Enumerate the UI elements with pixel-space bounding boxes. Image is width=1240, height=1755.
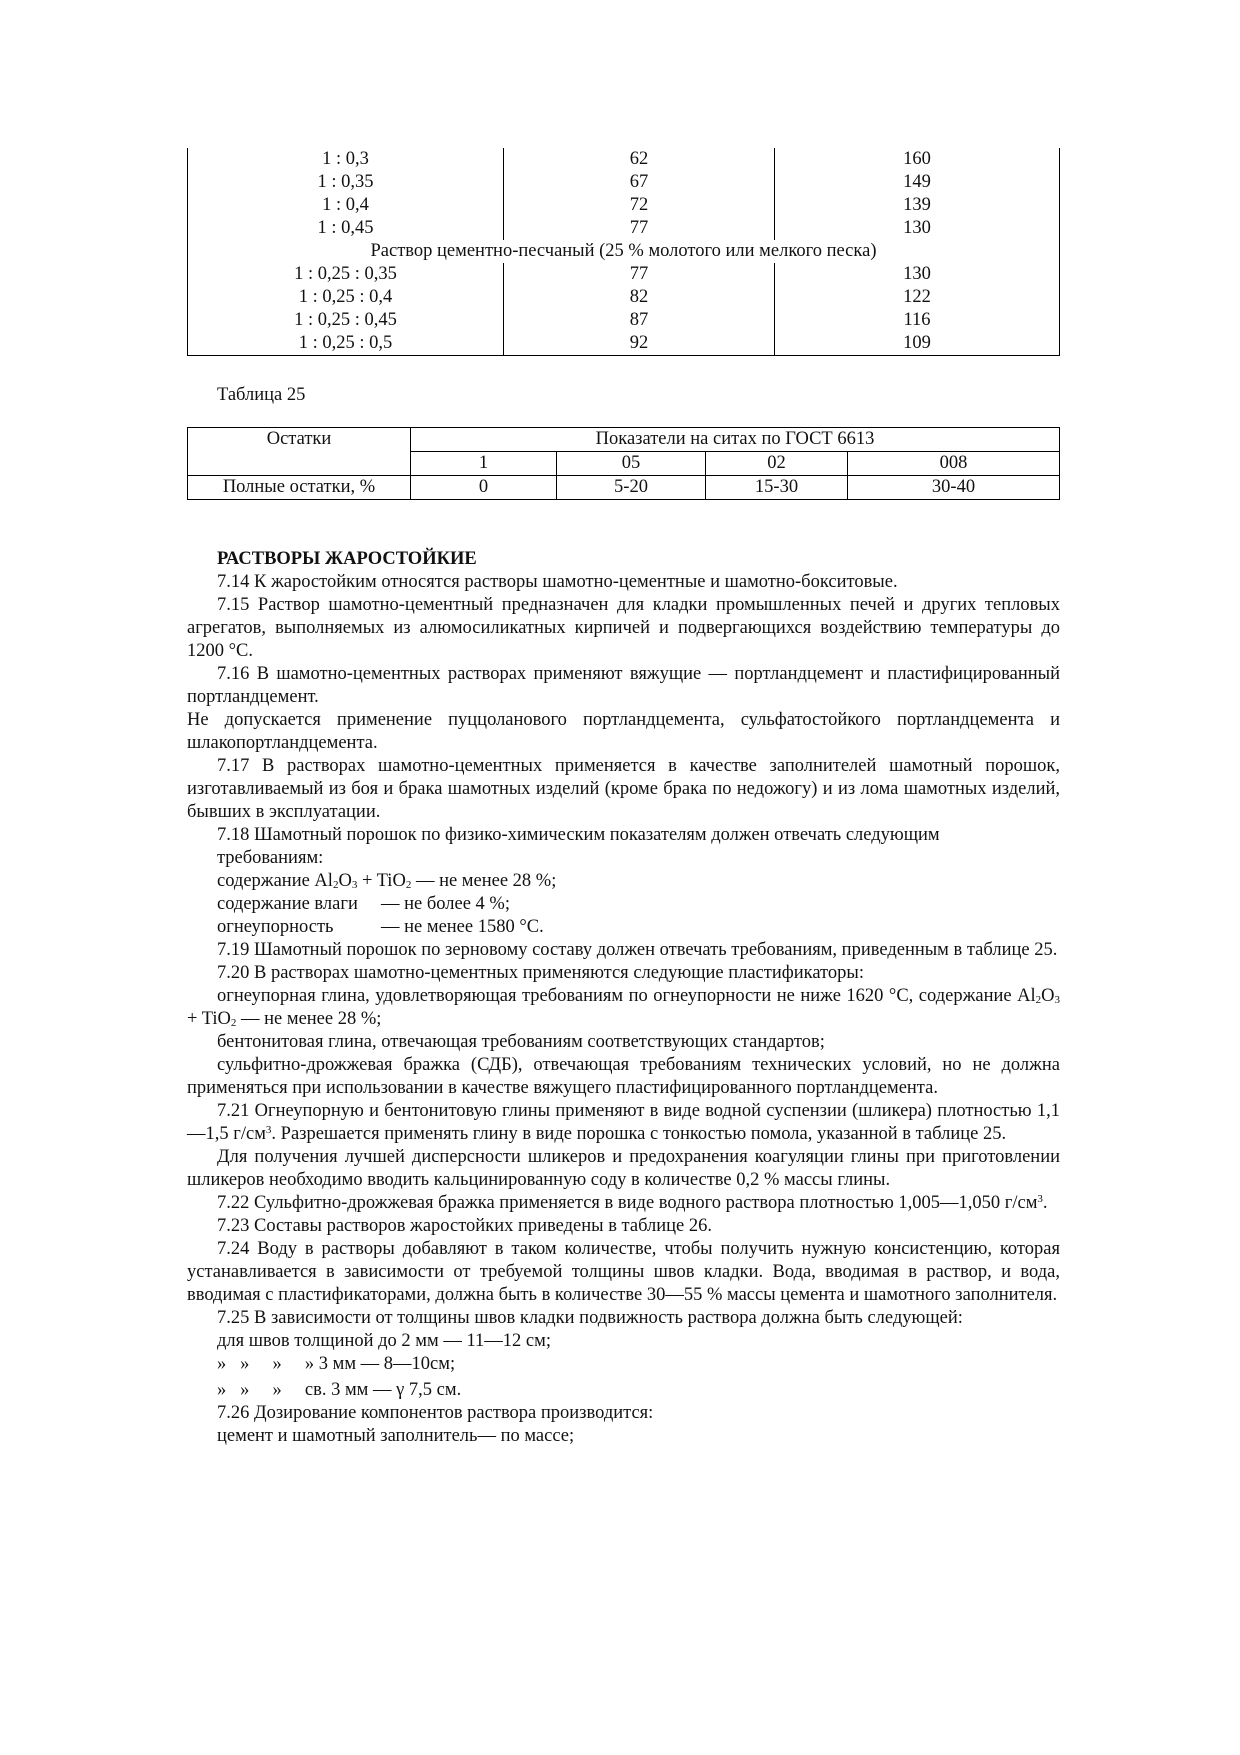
subscript: 2	[1035, 994, 1042, 1006]
table-cell: 05	[557, 452, 706, 476]
text-fragment: + TiO	[187, 1009, 231, 1029]
table-cell: 82	[504, 286, 775, 309]
paragraph-7-22	[187, 1192, 1060, 1215]
table-cell: 5-20	[557, 476, 706, 500]
table-cell: 77	[504, 263, 775, 286]
text-fragment: + TiO	[357, 871, 406, 891]
subscript: 2	[230, 1017, 237, 1029]
text-fragment: огнеупорная глина, удовлетворяющая требованиям по огнеупорности не ниже 1620 °С, содержание Al	[217, 986, 1036, 1006]
table-cell: 160	[903, 149, 931, 169]
paragraph-7-18-continued: требованиям:	[217, 848, 324, 868]
table-cell: 62	[504, 148, 775, 171]
text-fragment: O	[1041, 986, 1055, 1006]
table-cell: 67	[504, 171, 775, 194]
paragraph-7-18: 7.18 Шамотный порошок по физико-химическим показателям должен отвечать следующим	[217, 825, 940, 845]
table-cell: 1 : 0,25 : 0,45	[294, 310, 397, 330]
text-fragment: — не менее 28 %;	[411, 871, 557, 891]
table-cell: 116	[903, 310, 931, 330]
requirement-label: огнеупорность	[217, 917, 334, 937]
table-row-label: Полные остатки, %	[188, 476, 411, 500]
subscript: 3	[351, 879, 358, 891]
table-cell: 1 : 0,3	[322, 149, 369, 169]
requirement-label: содержание влаги	[217, 894, 358, 914]
mobility-item-over-3mm: » » » св. 3 мм — γ 7,5 см.	[217, 1380, 462, 1400]
text-fragment: 7.21 Огнеупорную и бентонитовую глины применяют в виде водной суспензии (шликера) плотностью 1,1—1,5 г/см	[187, 1101, 1060, 1144]
table-cell: 77	[504, 217, 775, 240]
plasticizer-sdb: сульфитно-дрожжевая бражка (СДБ), отвечающая требованиям технических условий, но не должна применяться при использовании в качестве вяжущего пластифицированного портландцемента.	[187, 1055, 1060, 1098]
table-cell: 149	[903, 172, 931, 192]
text-fragment: 7.22 Сульфитно-дрожжевая бражка применяется в виде водного раствора плотностью 1,005—1,050 г/см	[217, 1193, 1038, 1213]
requirement-refractoriness	[187, 916, 1060, 939]
paragraph-7-21	[187, 1100, 1060, 1146]
table-row	[188, 171, 1060, 194]
text-fragment: . Разрешается применять глину в виде порошка с тонкостью помола, указанной в таблице 25.	[271, 1124, 1007, 1144]
table-cell: 008	[848, 452, 1060, 476]
text-fragment: O	[338, 871, 352, 891]
table-cell: 109	[903, 333, 931, 353]
table-span-cell: Раствор цементно-песчаный (25 % молотого или мелкого песка)	[370, 241, 877, 261]
table-row	[188, 286, 1060, 309]
table-cell: 1	[411, 452, 557, 476]
requirement-moisture	[187, 893, 1060, 916]
table-cell: 72	[504, 194, 775, 217]
paragraph-7-14: 7.14 К жаростойким относятся растворы шамотно-цементные и шамотно-бокситовые.	[217, 572, 898, 592]
table-cell: 139	[903, 195, 931, 215]
subscript: 2	[405, 879, 412, 891]
table-25-caption: Таблица 25	[217, 385, 306, 405]
paragraph-7-25: 7.25 В зависимости от толщины швов кладки подвижность раствора должна быть следующей:	[217, 1308, 963, 1328]
table-25	[187, 427, 1060, 500]
table-row	[188, 309, 1060, 332]
paragraph-7-16-continued: Не допускается применение пуццоланового портландцемента, сульфатостойкого портландцемента и шлакопортландцемента.	[187, 710, 1060, 753]
document-page	[187, 148, 1060, 1448]
paragraph-7-17: 7.17 В растворах шамотно-цементных применяется в качестве заполнителей шамотный порошок, изготавливаемый из боя и брака шамотных изделий (кроме брака по недожогу) и из лома шамотных изделий, бывших в эксплуатации.	[187, 756, 1060, 822]
table-row	[188, 263, 1060, 286]
table-row	[188, 217, 1060, 240]
mobility-item-2mm: для швов толщиной до 2 мм — 11—12 см;	[217, 1331, 551, 1351]
requirement-al2o3	[187, 870, 1060, 893]
plasticizer-refractory-clay	[187, 985, 1060, 1031]
paragraph-7-21-continued: Для получения лучшей дисперсности шликеров и предохранения коагуляции глины при приготовлении шликеров необходимо вводить кальцинированную соду в количестве 0,2 % массы глины.	[187, 1147, 1060, 1190]
table-cell: 0	[411, 476, 557, 500]
paragraph-7-16: 7.16 В шамотно-цементных растворах применяют вяжущие — портландцемент и пластифицированный портландцемент.	[187, 664, 1060, 707]
paragraph-7-20: 7.20 В растворах шамотно-цементных применяются следующие пластификаторы:	[217, 963, 864, 983]
table-cell: 130	[903, 218, 931, 238]
table-row	[188, 332, 1060, 356]
text-fragment: содержание Al	[217, 871, 333, 891]
table-row	[188, 194, 1060, 217]
table-cell: 122	[903, 287, 931, 307]
table-row	[188, 148, 1060, 171]
mortar-composition-table	[187, 148, 1060, 356]
text-fragment: .	[1042, 1193, 1048, 1213]
table-cell: 15-30	[706, 476, 848, 500]
table-cell: 1 : 0,25 : 0,4	[298, 287, 393, 307]
table-cell: 1 : 0,4	[322, 195, 369, 215]
paragraph-7-24: 7.24 Воду в растворы добавляют в таком количестве, чтобы получить нужную консистенцию, которая устанавливается в зависимости от требуемой толщины швов кладки. Вода, вводимая в раствор, и вода, вводимая с пластификаторами, должна быть в количестве 30—55 % массы цемента и шамотного заполнителя.	[187, 1239, 1060, 1305]
dosing-item-cement: цемент и шамотный заполнитель— по массе;	[217, 1426, 575, 1446]
requirement-value: — не менее 1580 °С.	[381, 917, 544, 937]
table-cell: 130	[903, 264, 931, 284]
table-25-header-residues: Остатки	[188, 428, 411, 476]
mobility-item-3mm: » » » » 3 мм — 8—10см;	[217, 1354, 456, 1374]
table-cell: 1 : 0,35	[317, 172, 374, 192]
table-cell: 1 : 0,25 : 0,5	[298, 333, 393, 353]
table-25-header-row	[188, 428, 1060, 452]
table-cell: 1 : 0,45	[317, 218, 374, 238]
table-cell: 30-40	[848, 476, 1060, 500]
subscript: 3	[1054, 994, 1060, 1006]
table-25-data-row	[188, 476, 1060, 500]
table-span-row	[188, 240, 1060, 263]
plasticizer-bentonite: бентонитовая глина, отвечающая требованиям соответствующих стандартов;	[217, 1032, 825, 1052]
table-cell: 92	[504, 332, 775, 356]
section-heading: РАСТВОРЫ ЖАРОСТОЙКИЕ	[217, 549, 477, 569]
subscript: 2	[332, 879, 339, 891]
text-fragment: — не менее 28 %;	[236, 1009, 382, 1029]
superscript: 3	[265, 1124, 272, 1136]
requirement-value: — не более 4 %;	[381, 894, 510, 914]
table-cell: 1 : 0,25 : 0,35	[294, 264, 397, 284]
table-cell: 87	[504, 309, 775, 332]
paragraph-7-19: 7.19 Шамотный порошок по зерновому составу должен отвечать требованиям, приведенным в таблице 25.	[217, 940, 1058, 960]
paragraph-7-26: 7.26 Дозирование компонентов раствора производится:	[217, 1403, 654, 1423]
table-cell: 02	[706, 452, 848, 476]
table-25-header-indicators: Показатели на ситах по ГОСТ 6613	[411, 428, 1060, 452]
paragraph-7-15: 7.15 Раствор шамотно-цементный предназначен для кладки промышленных печей и других тепловых агрегатов, выполняемых из алюмосиликатных кирпичей и подвергающихся воздействию температуры до 1200 °С.	[187, 595, 1060, 661]
body-text	[187, 548, 1060, 1448]
superscript: 3	[1037, 1193, 1043, 1205]
paragraph-7-23: 7.23 Составы растворов жаростойких приведены в таблице 26.	[217, 1216, 713, 1236]
